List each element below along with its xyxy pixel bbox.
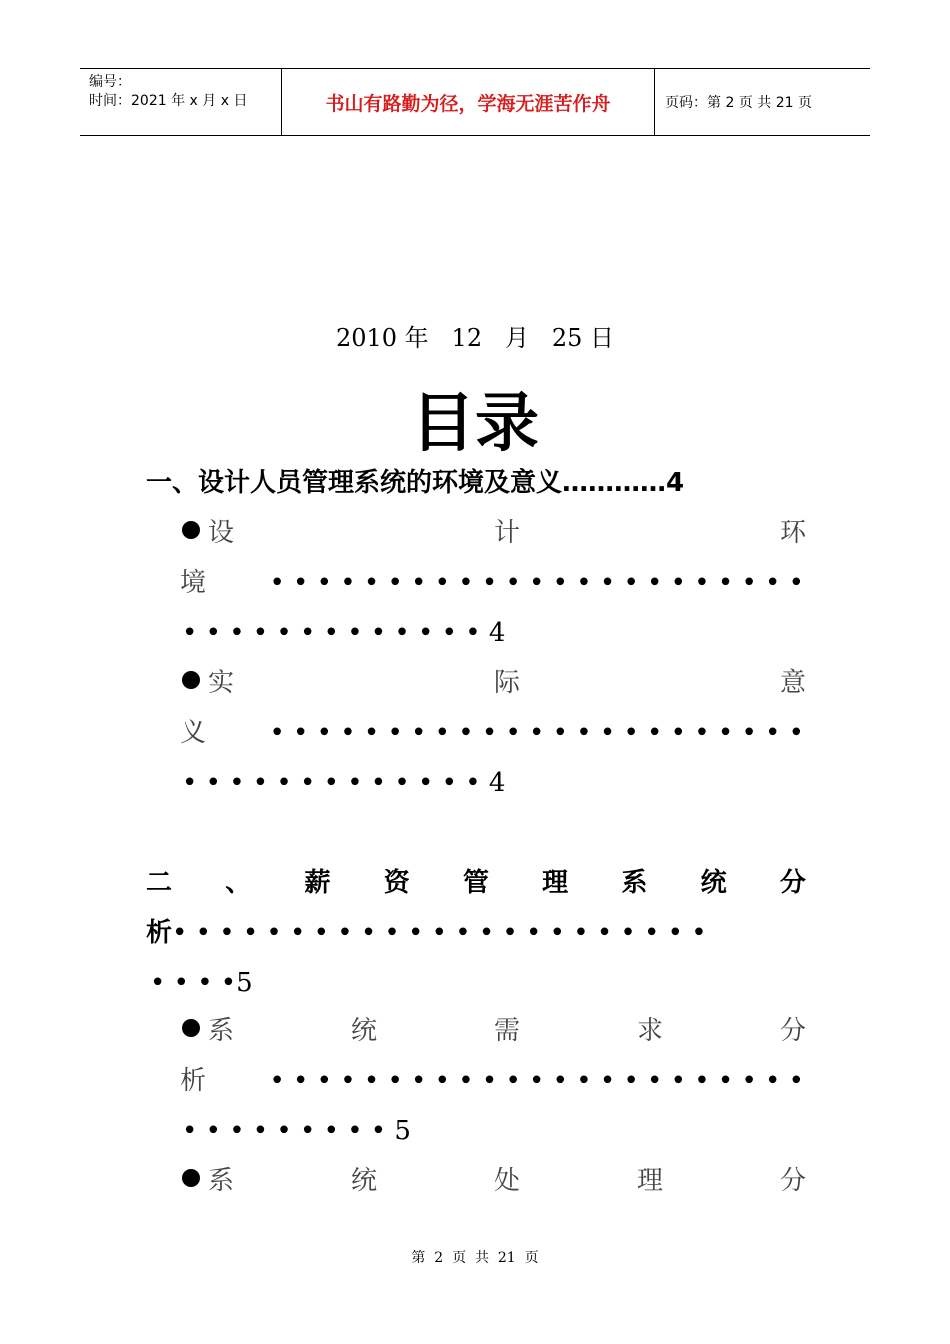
bullet-icon: [182, 521, 200, 539]
toc-item-1-2[interactable]: [182, 668, 806, 698]
toc-item-1-2-first: 实: [182, 668, 234, 698]
toc-section-2[interactable]: [146, 868, 806, 898]
toc-section-2-char: 系: [621, 868, 648, 898]
bullet-icon: [182, 671, 200, 689]
toc-item-2-2-char: 理: [636, 1166, 663, 1196]
toc-section-2-char: 薪: [304, 868, 331, 898]
page-header: [80, 68, 870, 136]
toc-section-2-cont-char: 析: [146, 918, 173, 948]
toc-item-2-1-char: 求: [636, 1016, 663, 1046]
toc-item-1-1-cont: [180, 568, 804, 598]
toc-item-2-2-first: 系: [182, 1166, 234, 1196]
bullet-icon: [182, 1169, 200, 1187]
toc-item-2-1[interactable]: [182, 1016, 806, 1046]
toc-item-1-1-char: 计: [493, 518, 520, 548]
number-label: 编号：: [89, 74, 131, 90]
toc-item-1-2-char: 意: [779, 668, 806, 698]
toc-title: 目录: [411, 387, 539, 461]
toc-item-1-1-page: 4: [488, 618, 506, 648]
toc-item-2-1-cont: [180, 1066, 804, 1096]
leader-dots: • • • • • • • • • • • • •: [182, 618, 481, 648]
toc-item-2-1-char: 统: [350, 1016, 377, 1046]
document-date: 2010 年 12 月 25 日: [335, 324, 615, 352]
time-label: 时间：2021 年 x 月 x 日: [89, 93, 248, 109]
toc-section-2-cont: [146, 918, 806, 948]
leader-dots: • • • • • • • • • • • • • • • • • • • • • • •: [269, 718, 804, 748]
toc-section-2-char: 、: [225, 868, 252, 898]
toc-section-2-char: 统: [700, 868, 727, 898]
toc-item-1-2-cont-char: 义: [180, 718, 207, 748]
toc-section-2-char: 管: [462, 868, 489, 898]
toc-section-2-char: 分: [779, 868, 806, 898]
toc-item-1-2-page: 4: [488, 768, 506, 798]
toc-section-2-char: 二: [146, 868, 173, 898]
leader-dots: • • • • • • • • • • • • • • • • • • • • • • •: [269, 568, 804, 598]
leader-dots: • • • •: [150, 968, 237, 998]
header-slogan: 书山有路勤为径，学海无涯苦作舟: [282, 69, 655, 135]
leader-dots: • • • • • • • • • • • • • • • • • • • • • • •: [269, 1066, 804, 1096]
toc-section-2-end: [150, 968, 253, 998]
header-page-label: 页码：第 2 页 共 21 页: [665, 95, 812, 111]
toc-section-2-char: 理: [542, 868, 569, 898]
toc-item-2-2-char: 统: [350, 1166, 377, 1196]
toc-item-2-2-char: 处: [493, 1166, 520, 1196]
toc-section-2-char: 资: [383, 868, 410, 898]
toc-item-1-2-cont: [180, 718, 804, 748]
toc-item-2-1-char: 需: [493, 1016, 520, 1046]
toc-item-2-2-char: 分: [779, 1166, 806, 1196]
toc-item-2-1-end: [182, 1116, 411, 1146]
toc-item-1-2-char: 际: [493, 668, 520, 698]
bullet-icon: [182, 1019, 200, 1037]
leader-dots: • • • • • • • • • • • • •: [182, 768, 481, 798]
toc-item-2-2[interactable]: [182, 1166, 806, 1196]
toc-item-1-1-char: 环: [779, 518, 806, 548]
toc-item-1-1-end: [182, 618, 505, 648]
leader-dots: • • • • • • • • •: [182, 1116, 387, 1146]
toc-section-1[interactable]: 一、设计人员管理系统的环境及意义…………4: [146, 468, 685, 498]
toc-item-1-2-end: [182, 768, 505, 798]
page-footer: 第 2 页 共 21 页: [411, 1250, 539, 1266]
toc-item-1-1-first: 设: [182, 518, 234, 548]
toc-item-2-1-page: 5: [394, 1116, 411, 1146]
toc-item-1-1-cont-char: 境: [180, 568, 207, 598]
leader-dots: • • • • • • • • • • • • • • • • • • • • • • •: [172, 918, 707, 948]
toc-item-2-1-first: 系: [182, 1016, 234, 1046]
toc-item-2-1-char: 分: [779, 1016, 806, 1046]
toc-item-1-1[interactable]: [182, 518, 806, 548]
toc-section-2-page: 5: [236, 968, 253, 998]
header-meta: [80, 69, 282, 135]
toc-item-2-1-cont-char: 析: [180, 1066, 207, 1096]
